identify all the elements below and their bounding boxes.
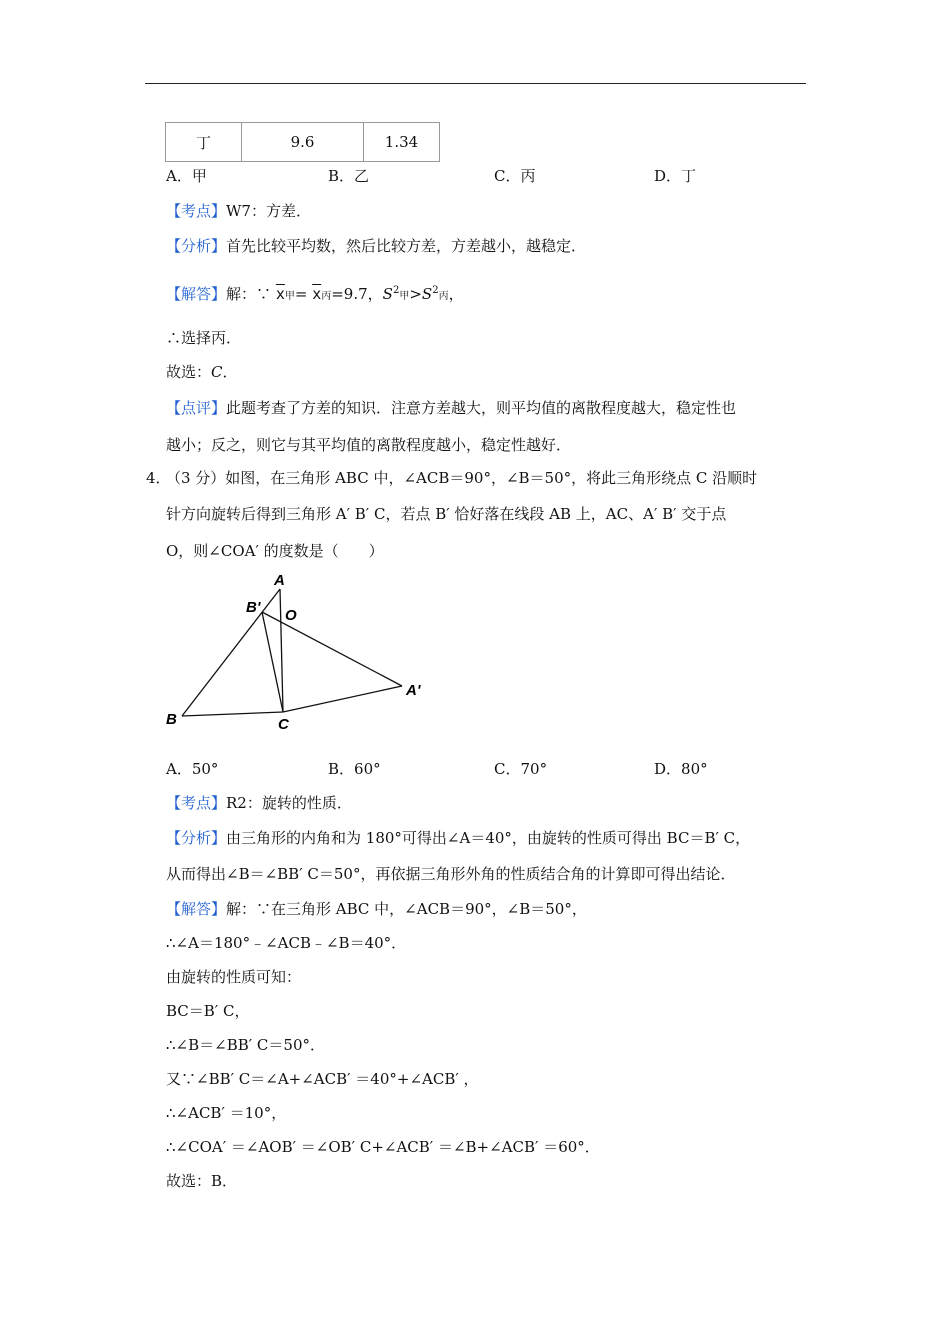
q3-option-a: A．甲: [166, 167, 207, 185]
xbar-bing-sub: 丙: [321, 291, 332, 302]
fenxi-line1: 由三角形的内角和为 180°可得出∠A＝40°，由旋转的性质可得出 BC＝B′ C，: [226, 829, 751, 847]
q3-therefore: ∴选择丙．: [166, 329, 242, 347]
q3-dianping-line2: 越小；反之，则它与其平均值的离散程度越小，稳定性越好．: [166, 436, 572, 454]
q4-step: BC＝B′ C，: [166, 1002, 250, 1020]
q3-fenxi: [166, 236, 586, 256]
q4-option-c: C．70°: [494, 760, 548, 778]
s-bing-sup: 2: [432, 285, 439, 296]
label-B: B: [166, 711, 177, 728]
q4-step: 又∵∠BB′ C＝∠A+∠ACB′ ＝40°+∠ACB′ ，: [166, 1070, 479, 1088]
q4-fenxi: [166, 828, 750, 848]
dianping-tag: 【点评】: [166, 399, 227, 417]
kaodian-tag: 【考点】: [166, 794, 227, 812]
xbar-bing: $\overline{x}$: [312, 285, 322, 303]
segment-BC: [182, 712, 283, 716]
choice-pre: 故选：: [166, 363, 212, 381]
label-C: C: [278, 716, 289, 733]
table-cell: 1.34: [364, 123, 440, 162]
q3-option-c: C．丙: [494, 167, 536, 185]
q4-number: 4．: [146, 469, 171, 487]
s-jia-sup: 2: [392, 285, 400, 296]
q4-kaodian: [166, 793, 352, 813]
q4-jieda: [166, 899, 587, 919]
dianping-line1: 此题考查了方差的知识．注意方差越大，则平均值的离散程度越大，稳定性也: [226, 399, 737, 417]
eq2: =9.7，: [331, 285, 383, 303]
choice-value: C: [211, 363, 223, 381]
q4-option-a: A．50°: [166, 760, 219, 778]
kaodian-text: R2：旋转的性质．: [226, 794, 352, 812]
label-B-prime: B': [246, 599, 261, 616]
label-A: A: [274, 572, 285, 589]
q4-option-d: D．80°: [654, 760, 708, 778]
q4-step: ∴∠COA′ ＝∠AOB′ ＝∠OB′ C+∠ACB′ ＝∠B+∠ACB′ ＝60°．: [166, 1138, 600, 1156]
segment-AC: [280, 589, 283, 712]
q3-option-d: D．丁: [654, 167, 697, 185]
q4-step: 故选：B．: [166, 1172, 238, 1190]
q4-step: ∴∠A＝180°﹣∠ACB﹣∠B＝40°．: [166, 934, 407, 952]
q4-step: 由旋转的性质可知：: [166, 968, 302, 986]
q4-stem-line3: O，则∠COA′ 的度数是（ ）: [166, 542, 384, 560]
fenxi-text: 首先比较平均数，然后比较方差，方差越小，越稳定．: [226, 237, 587, 255]
xbar-jia-sub: 甲: [284, 291, 295, 302]
table-cell: 丁: [166, 123, 242, 162]
xbar-jia: $\overline{x}$: [275, 285, 285, 303]
q3-option-b: B．乙: [328, 167, 370, 185]
header-rule: [145, 83, 806, 84]
choice-post: ．: [222, 363, 238, 381]
q4-option-b: B．60°: [328, 760, 381, 778]
kaodian-tag: 【考点】: [166, 202, 227, 220]
kaodian-text: W7：方差．: [226, 202, 311, 220]
q3-kaodian: [166, 201, 311, 221]
s-bing: S: [421, 285, 433, 303]
label-A-prime: A': [406, 682, 421, 699]
label-O: O: [285, 607, 297, 624]
s-jia: S: [382, 285, 393, 303]
q4-stem-line1: （3 分）如图，在三角形 ABC 中，∠ACB＝90°，∠B＝50°，将此三角形绕点 C 沿顺时: [166, 469, 758, 487]
table-cell: 9.6: [242, 123, 364, 162]
triangle-figure: [160, 568, 430, 738]
fenxi-tag: 【分析】: [166, 237, 227, 255]
fenxi-tag: 【分析】: [166, 829, 227, 847]
jieda-tag: 【解答】: [166, 900, 227, 918]
segment-BprimeC: [262, 612, 283, 712]
segment-BA: [182, 589, 280, 716]
q4-step: ∴∠ACB′ ＝10°，: [166, 1104, 287, 1122]
comma: ，: [448, 285, 464, 303]
q3-jieda: [166, 281, 464, 307]
variance-table: [165, 122, 440, 162]
eq1: =: [294, 285, 308, 303]
s-bing-sub: 丙: [438, 291, 449, 302]
jieda-line1: 解：∵在三角形 ABC 中，∠ACB＝90°，∠B＝50°，: [226, 900, 587, 918]
q4-step: ∴∠B＝∠BB′ C＝50°．: [166, 1036, 325, 1054]
q3-dianping: [166, 398, 736, 418]
jieda-pre: 解：∵: [226, 285, 272, 303]
q3-choice: [166, 362, 238, 382]
q4-stem-line2: 针方向旋转后得到三角形 A′ B′ C，若点 B′ 恰好落在线段 AB 上，AC、A′ B′ 交于点: [166, 505, 727, 523]
table-row: [166, 123, 440, 162]
segment-BprimeAprime: [262, 612, 402, 686]
q4-fenxi-line2: 从而得出∠B＝∠BB′ C＝50°，再依据三角形外角的性质结合角的计算即可得出结论．: [166, 865, 736, 883]
s-jia-sub: 甲: [399, 291, 410, 302]
jieda-tag: 【解答】: [166, 285, 227, 303]
segment-CAprime: [283, 686, 402, 712]
gt-sign: >: [409, 285, 422, 303]
